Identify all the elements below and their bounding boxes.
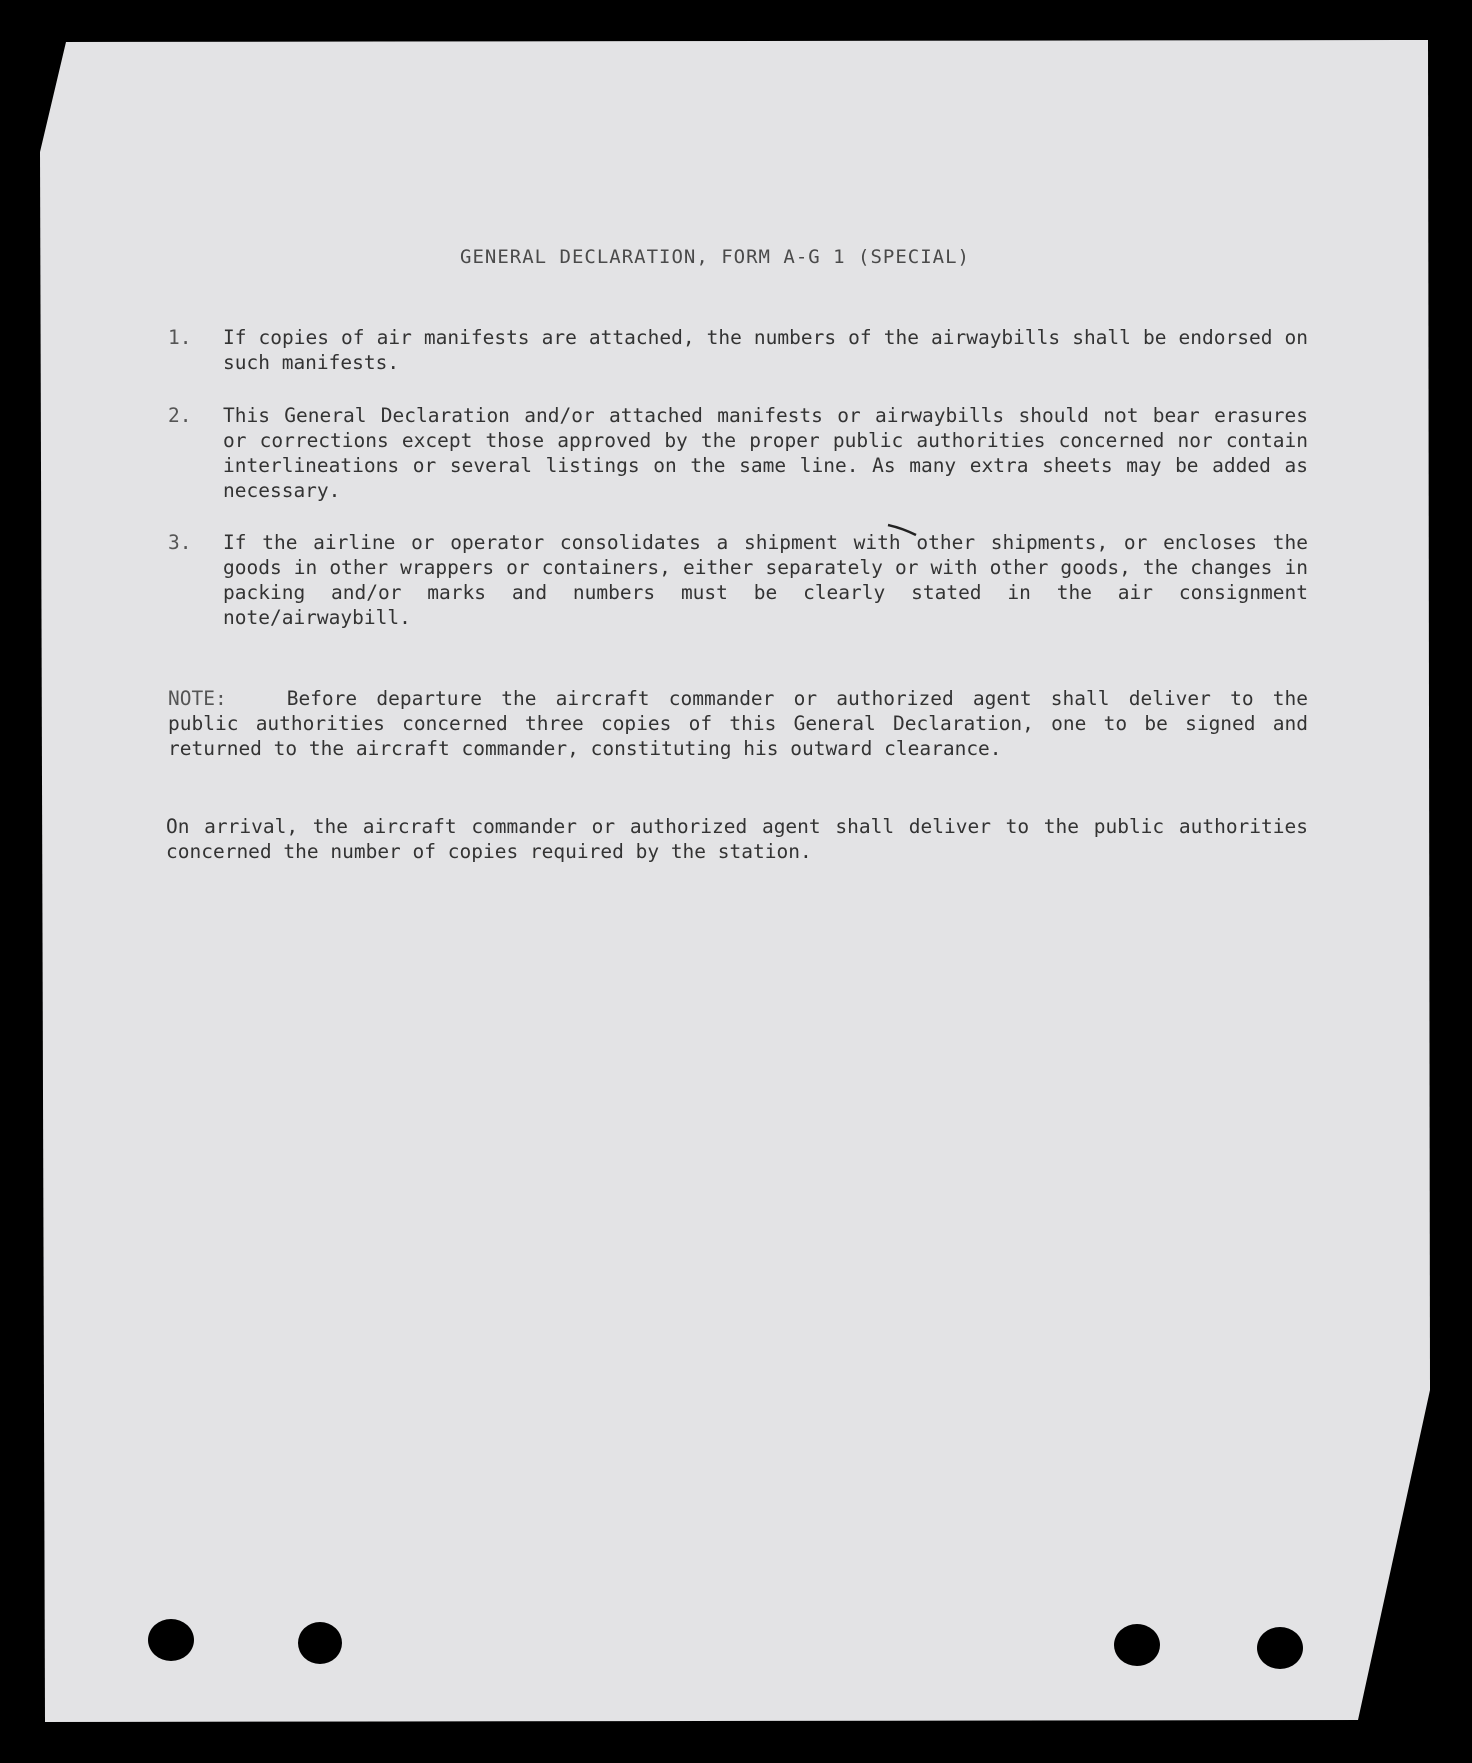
item-text: If the airline or operator consolidates a shipment with other shipments, or encloses the goods in other wrappers or containers, either separately or with other goods, the changes in packing and/or marks and numbers must be clearly stated in the air consignment note/airwaybill.: [223, 531, 1308, 629]
instruction-item-2: [168, 403, 1308, 503]
item-number: 3.: [168, 531, 192, 554]
item-number: 2.: [168, 404, 192, 427]
arrival-paragraph: On arrival, the aircraft commander or authorized agent shall deliver to the public authorities concerned the number of copies required by the station.: [166, 815, 1308, 863]
note-label: NOTE:: [168, 687, 227, 710]
item-number: 1.: [168, 326, 192, 349]
note-text: Before departure the aircraft commander or authorized agent shall deliver to the public authorities concerned three copies of this General Declaration, one to be signed and returned to the aircraft commander, constituting his outward clearance.: [168, 687, 1308, 760]
instruction-item-3: [168, 530, 1308, 630]
item-text: If copies of air manifests are attached, the numbers of the airwaybills shall be endorsed on such manifests.: [223, 326, 1308, 374]
note-paragraph: [168, 686, 1308, 761]
instruction-item-1: [168, 325, 1308, 375]
document-title: GENERAL DECLARATION, FORM A-G 1 (SPECIAL): [460, 246, 970, 268]
item-text: This General Declaration and/or attached manifests or airwaybills should not bear erasures or corrections except those approved by the proper public authorities concerned nor contain interlineations or several listings on the same line. As many extra sheets may be added as necessary.: [223, 404, 1308, 502]
